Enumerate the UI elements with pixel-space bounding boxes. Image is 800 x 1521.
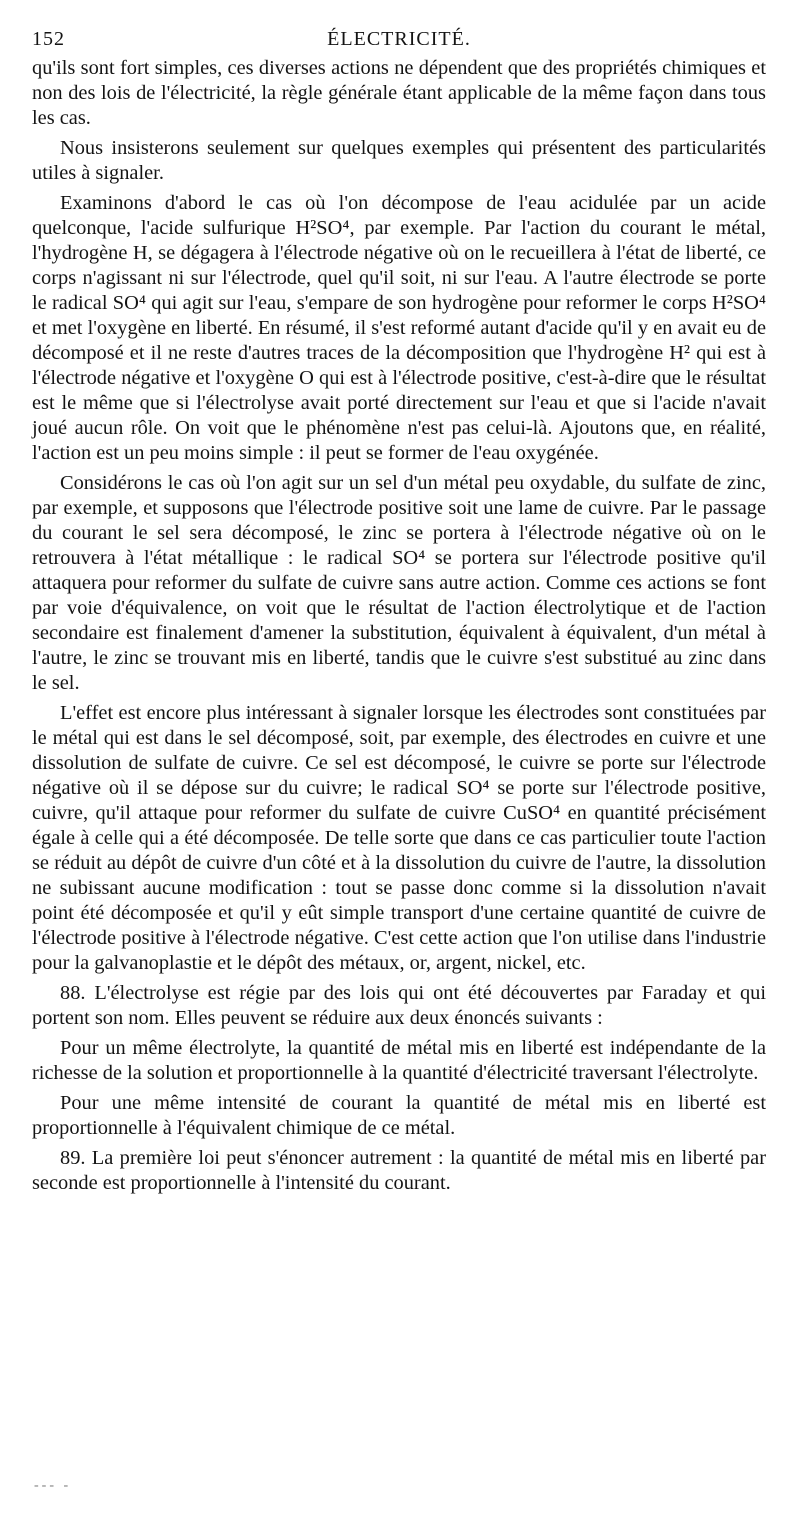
section-89-paragraph: 89. La première loi peut s'énoncer autrement : la quantité de métal mis en liberté par seconde est proportionnelle à l'intensité du courant. [32,1147,766,1194]
first-law-statement: Pour un même électrolyte, la quantité de métal mis en liberté est indépendante de la richesse de la solution et proportionnelle à la quantité d'électricité traversant l'électrolyte. [32,1037,766,1084]
second-law-statement: Pour une même intensité de courant la quantité de métal mis en liberté est proportionnelle à l'équivalent chimique de ce métal. [32,1092,766,1139]
section-88-paragraph: 88. L'électrolyse est régie par des lois qui ont été découvertes par Faraday et qui portent son nom. Elles peuvent se réduire aux deux énoncés suivants : [32,982,766,1029]
paragraph: Examinons d'abord le cas où l'on décompose de l'eau acidulée par un acide quelconque, l'acide sulfurique H²SO⁴, par exemple. Par l'action du courant le métal, l'hydrogène H, se dégagera à l'électrode négative où on le recueillera à l'état de liberté, ce corps n'agissant ni sur l'électrode, quel qu'il soit, ni sur l'eau. A l'autre électrode se porte le radical SO⁴ qui agit sur l'eau, s'empare de son hydrogène pour reformer le corps H²SO⁴ et met l'oxygène en liberté. En résumé, il s'est reformé autant d'acide qu'il y en avait eu de décomposé et il ne reste d'autres traces de la décomposition que l'hydrogène H² qui est à l'électrode négative et l'oxygène O qui est à l'électrode positive, c'est-à-dire que le résultat est le même que si l'électrolyse avait porté directement sur l'eau et que si l'acide n'avait joué aucun rôle. On voit que le phénomène n'est pas celui-là. Ajoutons que, en réalité, l'action est un peu moins simple : il peut se former de l'eau oxygénée. [32,192,766,464]
running-header [32,28,766,56]
paragraph: L'effet est encore plus intéressant à signaler lorsque les électrodes sont constituées par le métal qui est dans le sel décomposé, soit, par exemple, des électrodes en cuivre et une dissolution de sulfate de cuivre. Ce sel est décomposé, le cuivre se porte sur l'électrode négative où il se dépose sur du cuivre; le radical SO⁴ se porte sur l'électrode positive, cuivre, qu'il attaque pour reformer du sulfate de cuivre CuSO⁴ en quantité précisément égale à celle qui a été décomposée. De telle sorte que dans ce cas particulier toute l'action se réduit au dépôt de cuivre d'un côté et à la dissolution du cuivre de l'autre, la dissolution ne subissant aucune modification : tout se passe donc comme si la dissolution n'avait point été décomposée et qu'il y eût simple transport d'une certaine quantité de cuivre de l'électrode positive à l'électrode négative. C'est cette action que l'on utilise dans l'industrie pour la galvanoplastie et le dépôt des métaux, or, argent, nickel, etc. [32,702,766,974]
footer-marks: --- - [34,1478,72,1493]
paragraph-continuation: qu'ils sont fort simples, ces diverses actions ne dépendent que des propriétés chimiques et non des lois de l'électricité, la règle générale étant applicable de la même façon dans tous les cas. [32,57,766,129]
page-body [32,56,766,1196]
page-number: 152 [32,28,65,50]
paragraph: Considérons le cas où l'on agit sur un sel d'un métal peu oxydable, du sulfate de zinc, par exemple, et supposons que l'électrode positive soit une lame de cuivre. Par le passage du courant le sel sera décomposé, le zinc se portera à l'électrode négative où on le retrouvera à l'état métallique : le radical SO⁴ se portera sur l'électrode positive qu'il attaquera pour reformer du sulfate de cuivre sans autre action. Comme ces actions se font par voie d'équivalence, on voit que le résultat de l'action électrolytique et de l'action secondaire est finalement d'amener la substitution, équivalent à équivalent, d'un métal à l'autre, le zinc se trouvant mis en liberté, tandis que le cuivre s'est substitué au zinc dans le sel. [32,472,766,694]
running-title: ÉLECTRICITÉ. [327,28,471,50]
paragraph: Nous insisterons seulement sur quelques exemples qui présentent des particularités utiles à signaler. [32,137,766,184]
book-page [32,28,766,1196]
